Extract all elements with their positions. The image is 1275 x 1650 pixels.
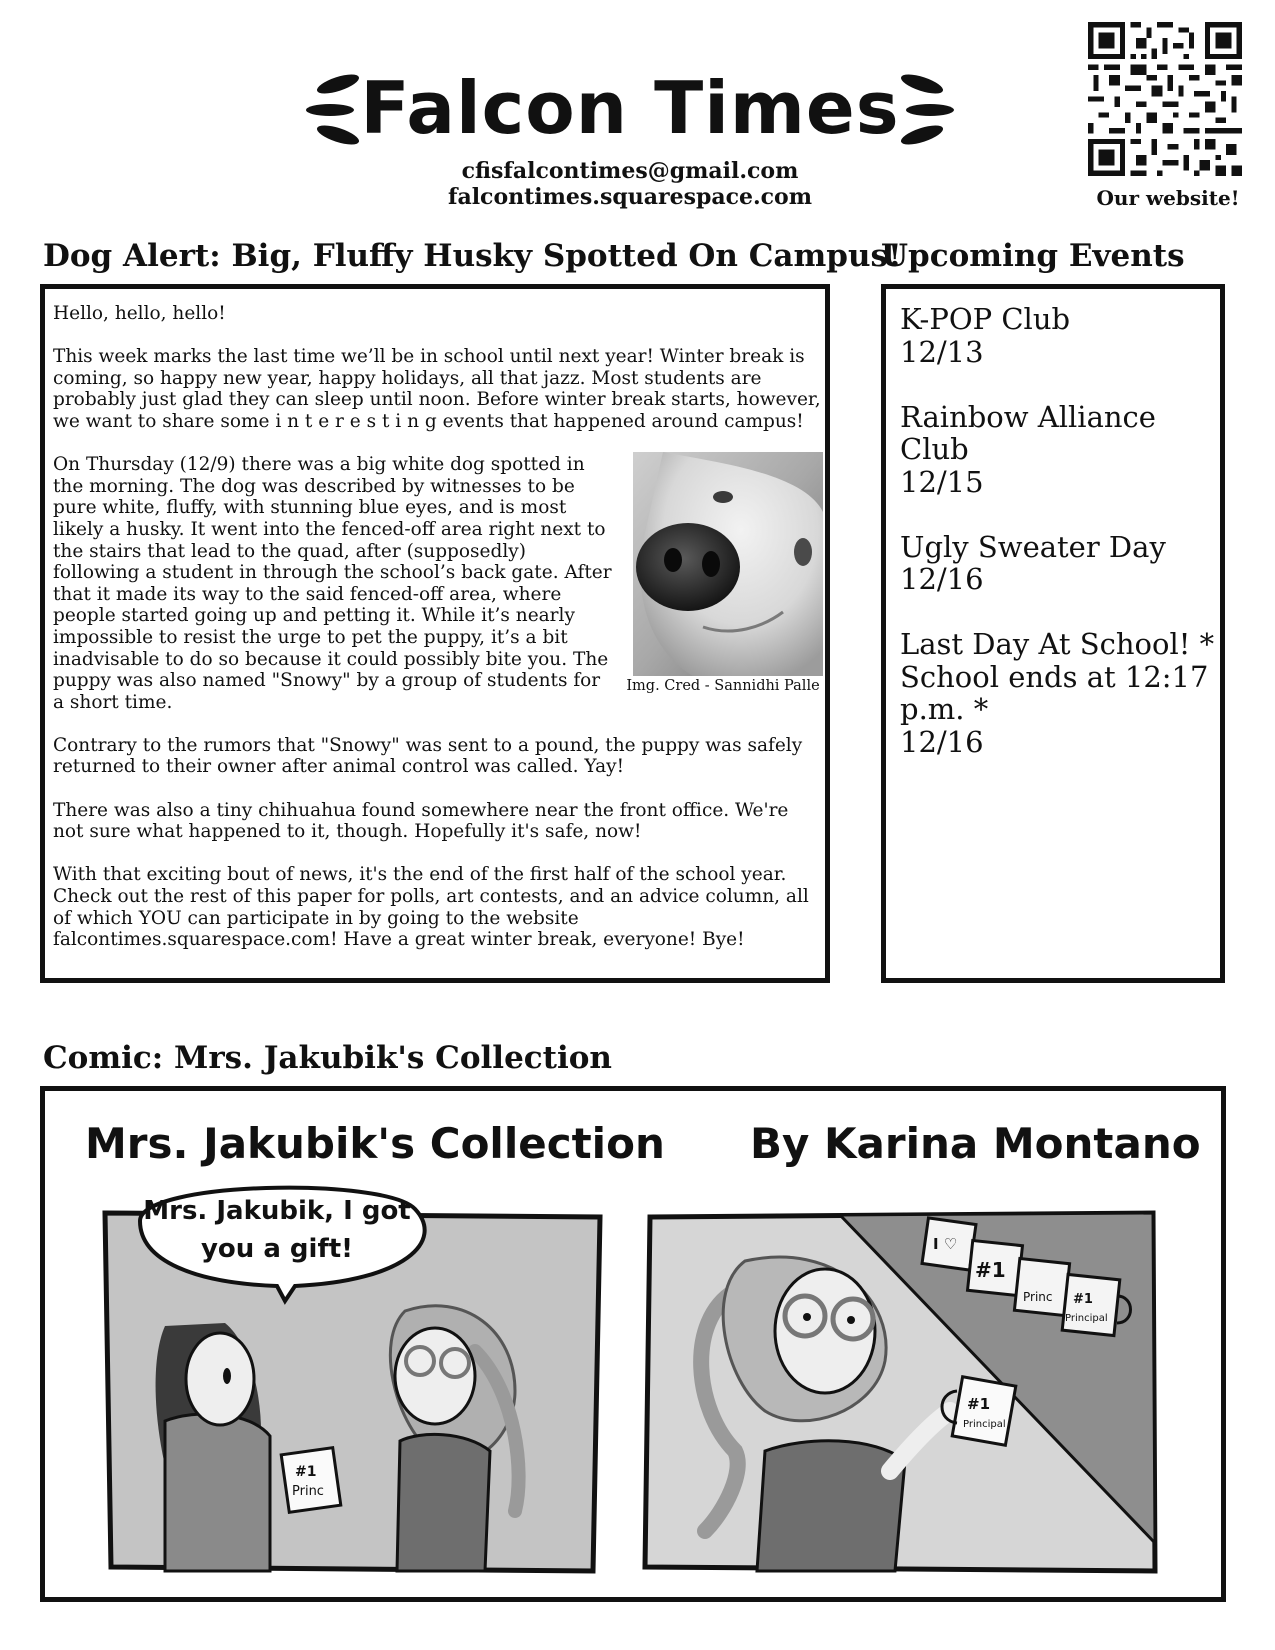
mug-label: I ♡ xyxy=(933,1235,958,1253)
article-paragraph: Hello, hello, hello! xyxy=(53,303,226,324)
husky-photo xyxy=(633,452,823,676)
article-paragraph: This week marks the last time we’ll be in school until next year! Winter break is coming, so happy new year, happy holidays, all that jazz. Most students are probably just glad they can sleep until noon. Before winter break starts, however, we want to share some i n t e r e s t i n g events that happened around campus! xyxy=(53,346,821,432)
mug-label: #1 xyxy=(967,1395,991,1413)
mug-label: Principal xyxy=(963,1419,1006,1430)
photo-caption: Img. Cred - Sannidhi Palle xyxy=(626,678,820,695)
masthead xyxy=(280,58,980,158)
article-box xyxy=(40,284,830,983)
comic-panel-2 xyxy=(645,1213,1155,1571)
events-box xyxy=(881,284,1225,983)
mug-label: #1 xyxy=(975,1258,1006,1282)
article-paragraph: There was also a tiny chihuahua found somewhere near the front office. We're not sure what happened to it, though. Hopefully it's safe, now! xyxy=(53,799,789,843)
article-paragraph: With that exciting bout of news, it's the end of the first half of the school year. Check out the rest of this paper for polls, art contests, and an advice column, all of which YOU can participate in by going to the website falcontimes.squarespace.com! Have a great winter break, everyone! Bye! xyxy=(53,864,809,951)
article-paragraph: Contrary to the rumors that "Snowy" was sent to a pound, the puppy was safely returned to their owner after animal control was called. Yay! xyxy=(53,734,803,778)
comic-art xyxy=(45,1091,1221,1597)
event-name: K-POP Club xyxy=(900,302,1071,336)
event-item xyxy=(900,531,1220,596)
event-name: Last Day At School! * School ends at 12:17 p.m. * xyxy=(900,627,1215,726)
article-body xyxy=(53,303,823,972)
photo-figure xyxy=(627,452,823,696)
website-link[interactable]: falcontimes.squarespace.com xyxy=(447,184,812,210)
speech-text: Mrs. Jakubik, I got xyxy=(143,1196,411,1226)
event-name: Rainbow Alliance Club xyxy=(900,399,1156,466)
mug-label: #1 xyxy=(1073,1292,1093,1307)
comic-box xyxy=(40,1086,1226,1602)
qr-caption: Our website! xyxy=(1096,186,1240,210)
events-list xyxy=(900,303,1220,791)
events-heading: Upcoming Events xyxy=(881,238,1185,274)
article-heading: Dog Alert: Big, Fluffy Husky Spotted On Campus! xyxy=(43,238,902,274)
email-address[interactable]: cfisfalcontimes@gmail.com xyxy=(461,158,799,184)
event-date: 12/16 xyxy=(900,724,984,759)
comic-heading: Comic: Mrs. Jakubik's Collection xyxy=(43,1040,612,1076)
burst-decoration-icon xyxy=(890,68,960,148)
event-date: 12/13 xyxy=(900,334,984,369)
mug-label: Principal xyxy=(1065,1313,1108,1324)
event-item xyxy=(900,401,1220,499)
qr-code-icon[interactable] xyxy=(1088,22,1242,176)
event-item xyxy=(900,628,1220,758)
comic-panel-1 xyxy=(105,1188,600,1571)
contact-info xyxy=(280,158,980,210)
comic-title: Mrs. Jakubik's Collection xyxy=(85,1119,665,1168)
mug-label: #1 xyxy=(295,1464,317,1480)
comic-byline: By Karina Montano xyxy=(750,1119,1201,1168)
newspaper-title: Falcon Times xyxy=(360,66,900,150)
event-name: Ugly Sweater Day xyxy=(900,529,1166,564)
event-date: 12/16 xyxy=(900,562,984,596)
event-date: 12/15 xyxy=(900,464,984,499)
event-item xyxy=(900,303,1220,368)
article-paragraph: On Thursday (12/9) there was a big white dog spotted in the morning. The dog was described by witnesses to be pure white, fluffy, with stunning blue eyes, and is most likely a husky. It went into the fenced-off area right next to the stairs that lead to the quad, after (supposedly) following a student in through the school’s back gate. After that it made its way to the said fenced-off area, where people started going up and petting it. While it’s nearly impossible to resist the urge to pet the puppy, it’s a bit inadvisable to do so because it could possibly bite you. The puppy was also named "Snowy" by a group of students for a short time. xyxy=(53,454,612,713)
mug-label: Princ xyxy=(292,1484,324,1499)
mug-label: Princ xyxy=(1023,1290,1053,1304)
speech-text: you a gift! xyxy=(200,1234,354,1264)
